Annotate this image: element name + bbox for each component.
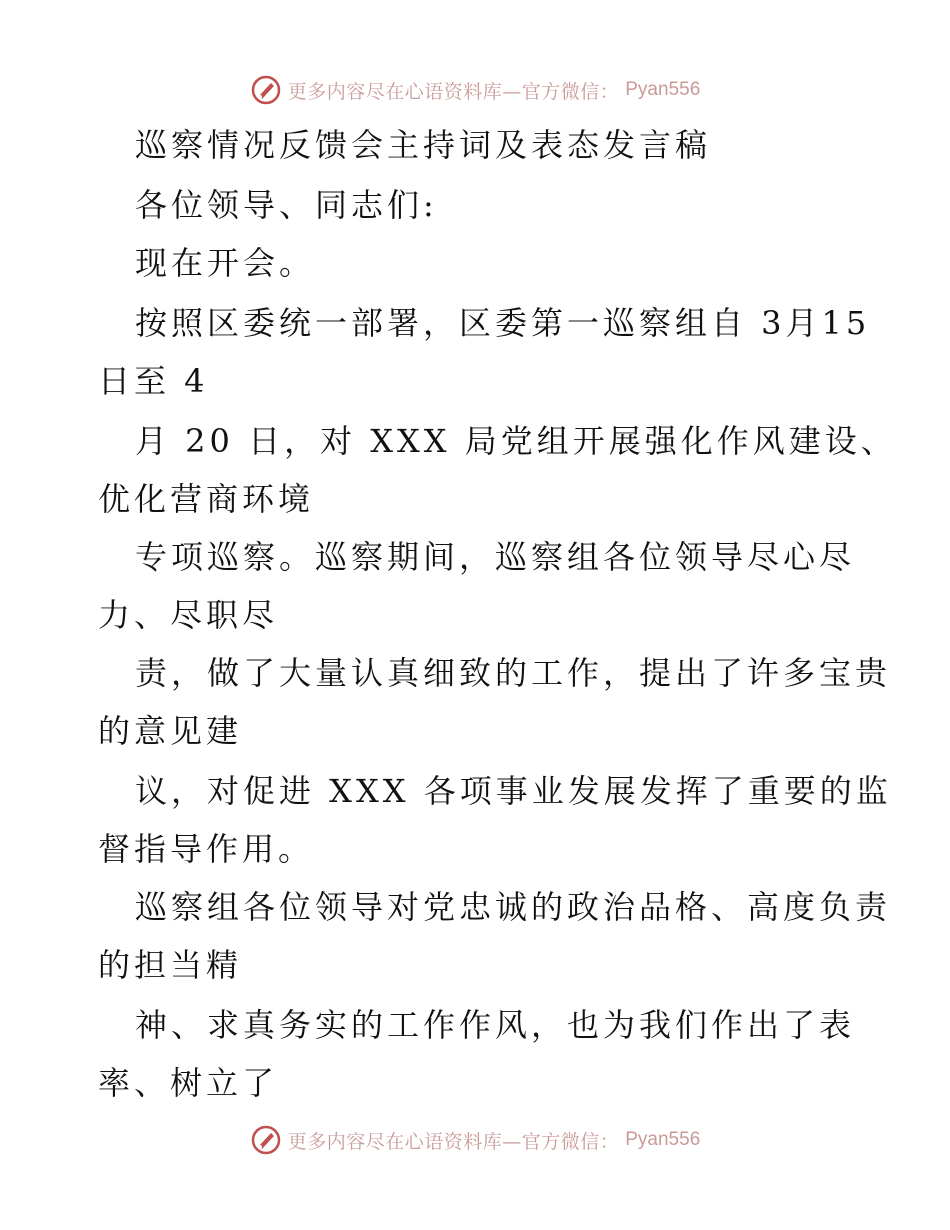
watermark-id: Pyan556 <box>625 79 701 100</box>
doc-title: 巡察情况反馈会主持词及表态发言稿 <box>135 126 712 164</box>
paragraph-line: 责，做了大量认真细致的工作，提出了许多宝贵 <box>135 654 892 692</box>
pen-logo-icon <box>250 1124 282 1156</box>
paragraph-line: 力、尽职尽 <box>98 596 279 634</box>
paragraph-line: 按照区委统一部署，区委第一巡察组自 3月15 <box>135 304 871 342</box>
paragraph-line: 月 20 日，对 XXX 局党组开展强化作风建设、 <box>135 422 897 460</box>
paragraph-line: 现在开会。 <box>135 244 316 282</box>
paragraph-line: 督指导作用。 <box>98 830 315 868</box>
paragraph-line: 日至 4 <box>98 362 209 400</box>
watermark-text: 更多内容尽在心语资料库—官方微信： <box>287 1130 620 1153</box>
paragraph-line: 的担当精 <box>98 946 243 984</box>
paragraph-line: 巡察组各位领导对党忠诚的政治品格、高度负责 <box>135 888 892 926</box>
pen-logo-icon <box>250 74 282 106</box>
paragraph-line: 优化营商环境 <box>98 480 315 518</box>
watermark-text: 更多内容尽在心语资料库—官方微信： <box>287 80 620 103</box>
paragraph-line: 神、求真务实的工作作风，也为我们作出了表 <box>135 1006 856 1044</box>
paragraph-line: 议，对促进 XXX 各项事业发展发挥了重要的监 <box>135 772 892 810</box>
paragraph-line: 各位领导、同志们: <box>135 186 438 224</box>
paragraph-line: 率、树立了 <box>98 1064 279 1102</box>
header-watermark <box>0 70 950 110</box>
paragraph-line: 的意见建 <box>98 712 243 750</box>
watermark-id: Pyan556 <box>625 1129 701 1150</box>
paragraph-line: 专项巡察。巡察期间，巡察组各位领导尽心尽 <box>135 538 856 576</box>
footer-watermark <box>0 1120 950 1160</box>
